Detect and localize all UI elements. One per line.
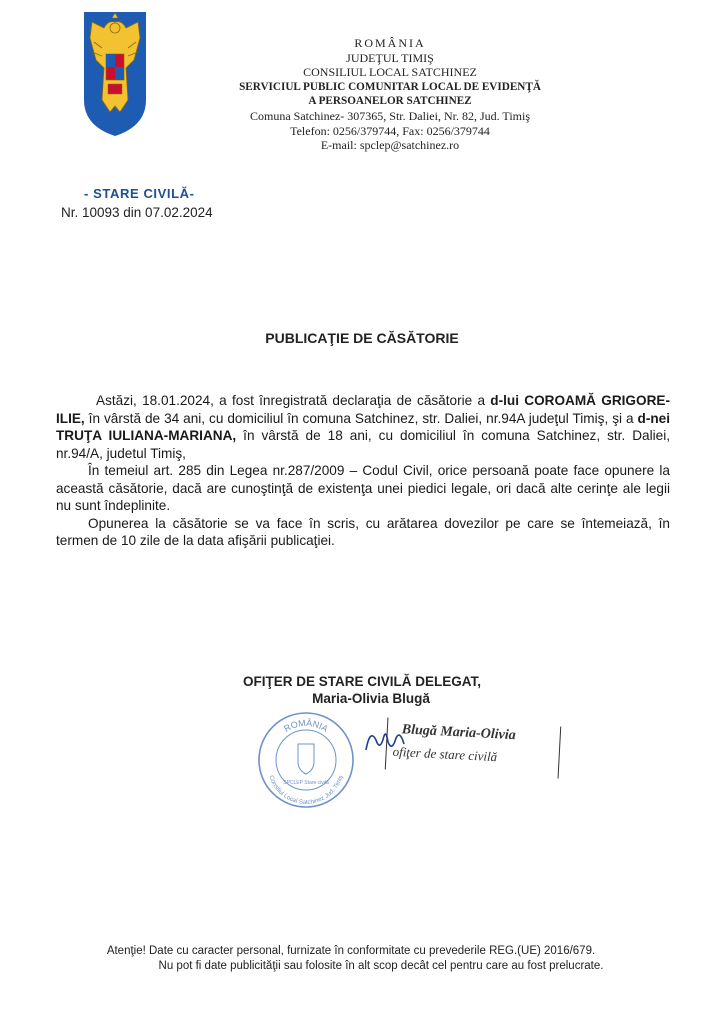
country-label: ROMÂNIA xyxy=(354,36,426,50)
stamp-center-text: SPCLEP Stare civilă xyxy=(283,780,329,786)
council-label: CONSILIUL LOCAL SATCHINEZ xyxy=(303,65,477,80)
svg-text:ROMÂNIA xyxy=(282,718,330,734)
declaration-text-c: în vârstă de 18 ani, cu domiciliul în comuna Satchinez, str. Daliei, nr.94/A, judetul Timiş, xyxy=(56,428,670,461)
department-label: - STARE CIVILĂ- xyxy=(84,186,195,201)
document-body xyxy=(56,392,670,550)
groom-name: d-lui COROAMĂ GRIGORE-ILIE, xyxy=(56,393,670,426)
institution-header xyxy=(222,36,558,153)
paragraph-declaration xyxy=(56,392,670,462)
document-title: PUBLICAŢIE DE CĂSĂTORIE xyxy=(265,330,459,346)
officer-name: Maria-Olivia Blugă xyxy=(312,691,430,706)
address-label: Comuna Satchinez- 307365, Str. Daliei, Nr. 82, Jud. Timiş xyxy=(249,108,530,123)
bride-name: d-nei TRUŢA IULIANA-MARIANA, xyxy=(56,410,670,443)
paragraph-legal-basis: În temeiul art. 285 din Legea nr.287/2009 – Codul Civil, orice persoană poate face opunere la această căsătorie, dacă are cunoştinţă de existenţa unei piedici legale, ori dacă alte cerinţe ale legii nu sunt îndeplinite. xyxy=(56,463,670,513)
stamp-ring-text: Consiliul Local Satchinez Jud. Timiş xyxy=(267,774,345,807)
stamp-top-text: ROMÂNIA xyxy=(282,717,330,734)
service-label-line2: A PERSOANELOR SATCHINEZ xyxy=(308,95,472,108)
paragraph-opposition: Opunerea la căsătorie se va face în scris, cu arătarea dovezilor pe care se întemeiază, în termen de 10 zile de la data afişării publicaţiei. xyxy=(56,515,670,548)
footer-line1: Atenţie! Date cu caracter personal, furnizate în conformitate cu prevederile REG.(UE) 2016/679. xyxy=(106,945,596,957)
official-stamp-icon xyxy=(256,710,356,810)
declaration-text-b: în vârstă de 34 ani, cu domiciliul în comuna Satchinez, str. Daliei, nr.94A judeţul Timiş, şi a xyxy=(84,410,638,426)
signature-stamp-name: Blugă Maria-Olivia xyxy=(401,722,517,744)
signature-name-stamp xyxy=(385,717,561,778)
county-label: JUDEŢUL TIMIŞ xyxy=(346,50,434,65)
email-label: E-mail: spclep@satchinez.ro xyxy=(320,138,460,153)
romania-coat-of-arms-icon xyxy=(82,8,148,138)
registration-number: Nr. 10093 din 07.02.2024 xyxy=(61,205,213,220)
service-label-line1: SERVICIUL PUBLIC COMUNITAR LOCAL DE EVIDENŢĂ xyxy=(239,80,541,93)
signature-stamp-role: ofiţer de stare civilă xyxy=(392,743,498,765)
officer-title: OFIŢER DE STARE CIVILĂ DELEGAT, xyxy=(242,674,481,689)
declaration-text-a: Astăzi, 18.01.2024, a fost înregistrată declaraţia de căsătorie a xyxy=(96,393,491,408)
phone-label: Telefon: 0256/379744, Fax: 0256/379744 xyxy=(290,123,490,138)
footer-line2: Nu pot fi date publicităţii sau folosite în alt scop decât cel pentru care au fost prelucrate. xyxy=(158,960,604,972)
privacy-footer xyxy=(0,944,724,974)
officer-block xyxy=(0,673,724,707)
